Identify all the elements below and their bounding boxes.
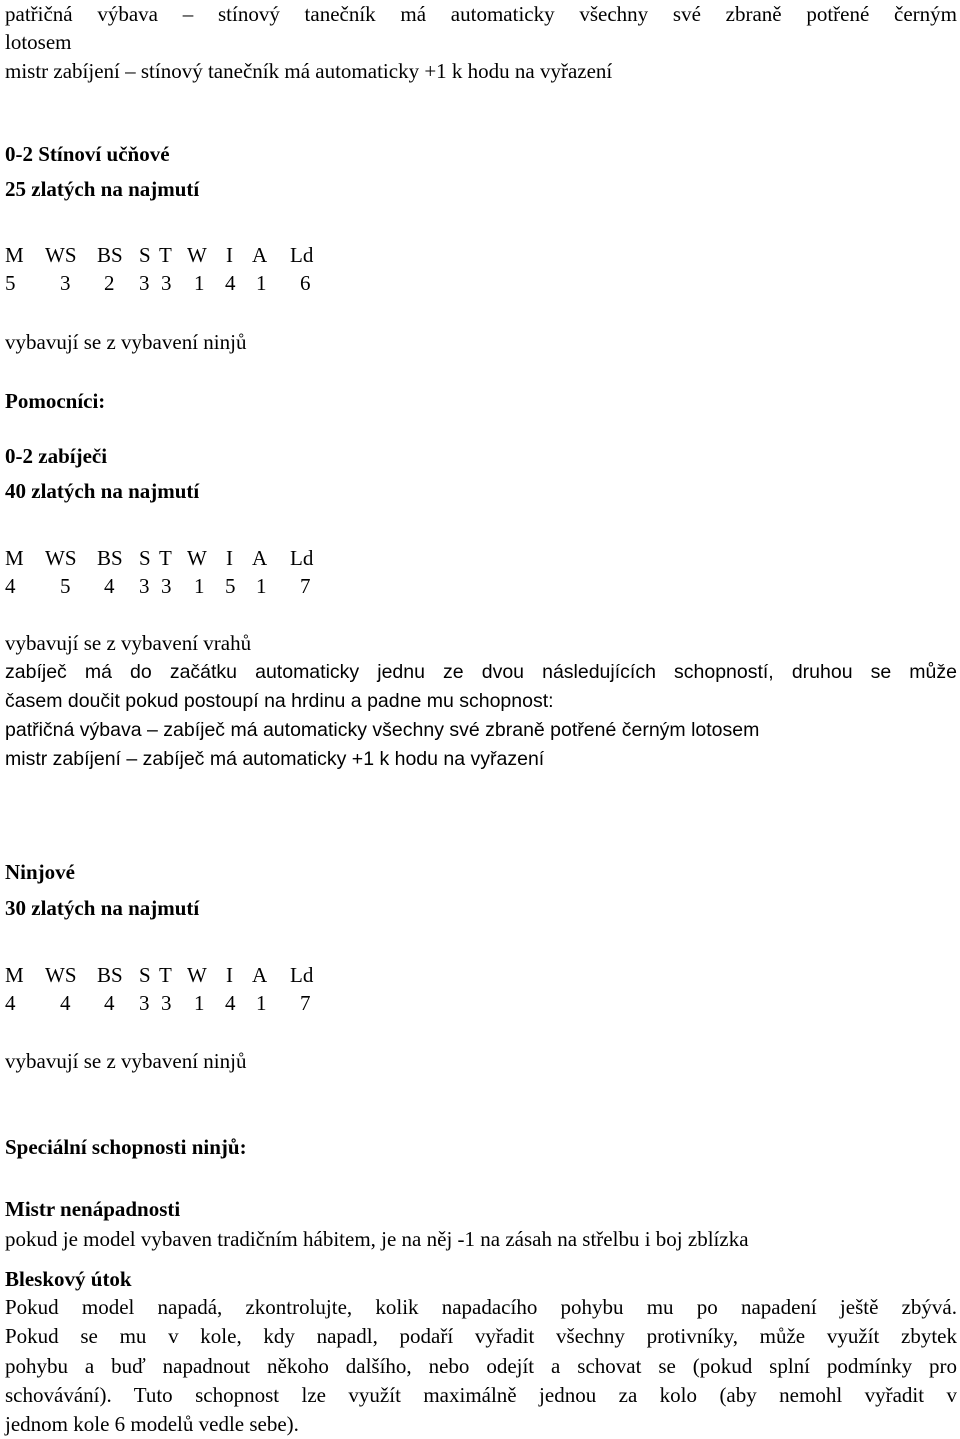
unit-3-stat-headers [0, 961, 960, 990]
stat-value: 3 [161, 574, 172, 598]
stat-header: A [252, 243, 268, 267]
intro-line-1: patřičná výbava – stínový tanečník má automaticky všechny své zbraně potřené černým [5, 2, 957, 26]
skill-2-line-3: pohybu a buď napadnout někoho dalšího, nebo odejít a schovat se (pokud splní podmínky pro [5, 1354, 957, 1378]
unit-1-equipment: vybavují se z vybavení ninjů [5, 330, 247, 354]
stat-value: 7 [300, 574, 311, 598]
skill-1-title: Mistr nenápadnosti [5, 1197, 181, 1221]
stat-header: I [226, 963, 233, 987]
unit-2-equipment: vybavují se z vybavení vrahů [5, 631, 252, 655]
stat-header: M [5, 243, 24, 267]
stat-value: 7 [300, 991, 311, 1015]
unit-2-stat-headers [0, 544, 960, 573]
unit-2-stat-values [0, 572, 960, 601]
stat-header: S [139, 963, 151, 987]
stat-value: 1 [256, 574, 267, 598]
unit-2-title: 0-2 zabíječi [5, 444, 108, 468]
stat-value: 1 [256, 271, 267, 295]
unit-2-cost: 40 zlatých na najmutí [5, 479, 200, 503]
stat-header: M [5, 546, 24, 570]
stat-value: 6 [300, 271, 311, 295]
stat-header: Ld [290, 243, 314, 267]
assassin-note-3: patřičná výbava – zabíječ má automaticky všechny své zbraně potřené černým lotosem [5, 719, 760, 741]
stat-header: A [252, 963, 268, 987]
stat-header: T [159, 546, 172, 570]
stat-header: S [139, 243, 151, 267]
stat-header: I [226, 243, 233, 267]
stat-value: 3 [139, 271, 150, 295]
stat-header: W [187, 963, 207, 987]
stat-value: 3 [161, 271, 172, 295]
stat-value: 1 [256, 991, 267, 1015]
unit-3-title: Ninjové [5, 860, 75, 884]
stat-header: WS [45, 546, 77, 570]
stat-value: 4 [225, 991, 236, 1015]
stat-header: Ld [290, 546, 314, 570]
stat-value: 3 [139, 991, 150, 1015]
stat-header: W [187, 243, 207, 267]
unit-3-cost: 30 zlatých na najmutí [5, 896, 200, 920]
stat-value: 4 [5, 991, 16, 1015]
intro-line-2: lotosem [5, 30, 72, 54]
stat-value: 4 [104, 574, 115, 598]
helpers-heading: Pomocníci: [5, 389, 106, 413]
stat-value: 5 [5, 271, 16, 295]
stat-header: T [159, 243, 172, 267]
unit-3-stat-values [0, 989, 960, 1018]
stat-header: Ld [290, 963, 314, 987]
stat-value: 3 [139, 574, 150, 598]
stat-value: 1 [194, 271, 205, 295]
unit-1-stat-values [0, 269, 960, 298]
assassin-note-1: zabíječ má do začátku automaticky jednu ze dvou následujících schopností, druhou se může [5, 661, 957, 683]
skill-1-text: pokud je model vybaven tradičním hábitem, je na něj -1 na zásah na střelbu i boj zblízka [5, 1227, 749, 1251]
stat-value: 3 [60, 271, 71, 295]
stat-header: WS [45, 963, 77, 987]
skill-2-line-4: schovávání). Tuto schopnost lze využít maximálně jednou za kolo (aby nemohl vyřadit v [5, 1383, 957, 1407]
intro-line-3: mistr zabíjení – stínový tanečník má automaticky +1 k hodu na vyřazení [5, 59, 613, 83]
stat-header: BS [97, 546, 123, 570]
assassin-note-2: časem doučit pokud postoupí na hrdinu a padne mu schopnost: [5, 690, 554, 712]
stat-header: BS [97, 243, 123, 267]
unit-3-equipment: vybavují se z vybavení ninjů [5, 1049, 247, 1073]
unit-1-cost: 25 zlatých na najmutí [5, 177, 200, 201]
stat-value: 4 [104, 991, 115, 1015]
assassin-note-4: mistr zabíjení – zabíječ má automaticky +1 k hodu na vyřazení [5, 748, 545, 770]
stat-header: I [226, 546, 233, 570]
stat-value: 5 [225, 574, 236, 598]
skill-2-line-2: Pokud se mu v kole, kdy napadl, podaří vyřadit všechny protivníky, může využít zbytek [5, 1324, 957, 1348]
stat-value: 3 [161, 991, 172, 1015]
stat-value: 2 [104, 271, 115, 295]
stat-header: W [187, 546, 207, 570]
unit-1-stat-headers [0, 241, 960, 270]
unit-1-title: 0-2 Stínoví učňové [5, 142, 170, 166]
special-heading: Speciální schopnosti ninjů: [5, 1135, 247, 1159]
stat-header: A [252, 546, 268, 570]
skill-2-line-5: jednom kole 6 modelů vedle sebe). [5, 1412, 299, 1436]
stat-value: 4 [5, 574, 16, 598]
stat-value: 4 [60, 991, 71, 1015]
stat-header: BS [97, 963, 123, 987]
stat-value: 4 [225, 271, 236, 295]
stat-header: WS [45, 243, 77, 267]
skill-2-line-1: Pokud model napadá, zkontrolujte, kolik napadacího pohybu mu po napadení ještě zbývá. [5, 1295, 957, 1319]
skill-2-title: Bleskový útok [5, 1267, 132, 1291]
stat-value: 5 [60, 574, 71, 598]
stat-header: S [139, 546, 151, 570]
stat-header: T [159, 963, 172, 987]
stat-value: 1 [194, 574, 205, 598]
stat-value: 1 [194, 991, 205, 1015]
stat-header: M [5, 963, 24, 987]
